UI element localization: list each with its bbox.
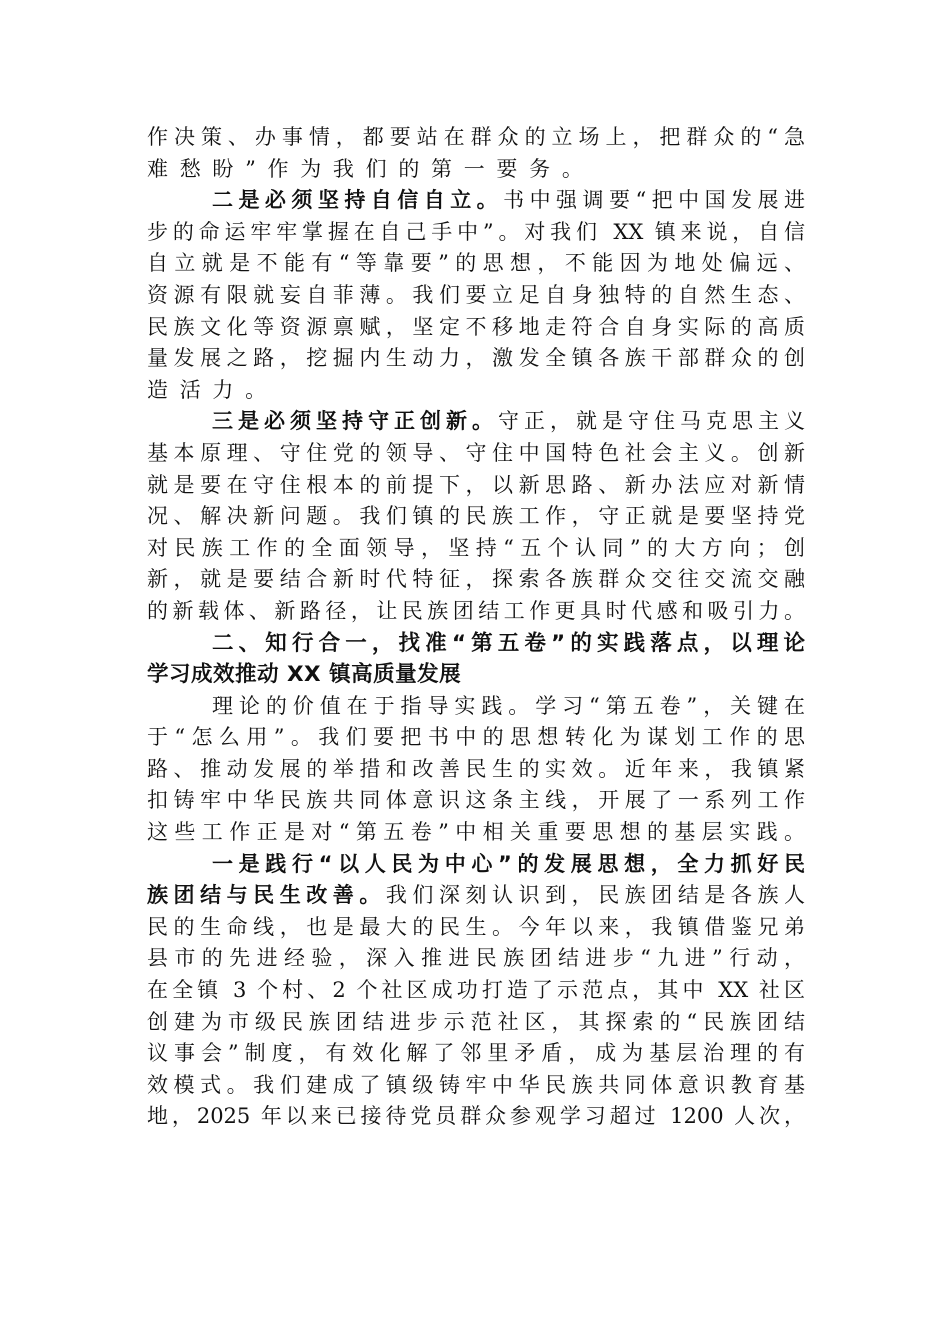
bold-lead: 二是必须坚持自信自立。 bbox=[212, 188, 504, 213]
text-line: 在全镇 3 个村、2 个社区成功打造了示范点，其中 XX 社区 bbox=[147, 978, 805, 1003]
text-line: 基本原理、守住党的领导、守住中国特色社会主义。创新 bbox=[147, 440, 805, 465]
heading-line: 二、知行合一，找准“第五卷”的实践落点，以理论 bbox=[212, 630, 805, 656]
text-line bbox=[147, 406, 805, 438]
text-line: 量发展之路，挖掘内生动力，激发全镇各族干部群众的创 bbox=[147, 346, 805, 371]
bold-lead-line: 一是践行“以人民为中心”的发展思想，全力抓好民 bbox=[212, 851, 805, 876]
lead-rest: 守正，就是守住马克思主义 bbox=[498, 409, 805, 434]
text-line: 理论的价值在于指导实践。学习“第五卷”，关键在 bbox=[212, 693, 805, 718]
text-line: 对民族工作的全面领导，坚持“五个认同”的大方向；创 bbox=[147, 535, 805, 560]
text-line bbox=[147, 185, 805, 217]
text-line: 民族文化等资源禀赋，坚定不移地走符合自身实际的高质 bbox=[147, 314, 805, 339]
text-line: 县市的先进经验，深入推进民族团结进步“九进”行动， bbox=[147, 946, 805, 971]
text-line: 民的生命线，也是最大的民生。今年以来，我镇借鉴兄弟 bbox=[147, 914, 805, 939]
text-line: 作决策、办事情，都要站在群众的立场上，把群众的“急 bbox=[147, 125, 805, 149]
bold-lead: 三是必须坚持守正创新。 bbox=[212, 409, 498, 434]
text-line: 步的命运牢牢掌握在自己手中”。对我们 XX 镇来说，自信 bbox=[147, 219, 805, 244]
text-line: 扣铸牢中华民族共同体意识这条主线，开展了一系列工作 bbox=[147, 788, 805, 813]
text-line: 于“怎么用”。我们要把书中的思想转化为谋划工作的思 bbox=[147, 725, 805, 750]
text-line: 新，就是要结合新时代特征，探索各族群众交往交流交融 bbox=[147, 567, 805, 592]
heading-line: 学习成效推动 XX 镇高质量发展 bbox=[147, 662, 462, 688]
paragraph-body bbox=[147, 691, 807, 849]
text-line: 创建为市级民族团结进步示范社区，其探索的“民族团结 bbox=[147, 1009, 805, 1034]
text-line: 造活力。 bbox=[147, 377, 278, 402]
text-line: 难愁盼”作为我们的第一要务。 bbox=[147, 156, 595, 181]
text-line: 就是要在守住根本的前提下，以新思路、新办法应对新情 bbox=[147, 472, 805, 497]
text-line: 这些工作正是对“第五卷”中相关重要思想的基层实践。 bbox=[147, 820, 805, 845]
paragraph-point-two bbox=[147, 185, 807, 406]
text-line: 自立就是不能有“等靠要”的思想，不能因为地处偏远、 bbox=[147, 251, 805, 276]
paragraph-point-three bbox=[147, 406, 807, 627]
text-line bbox=[147, 880, 805, 912]
text-line: 的新载体、新路径，让民族团结工作更具时代感和吸引力。 bbox=[147, 598, 805, 623]
text-line: 效模式。我们建成了镇级铸牢中华民族共同体意识教育基 bbox=[147, 1072, 805, 1097]
lead-rest: 我们深刻认识到，民族团结是各族人 bbox=[385, 883, 805, 908]
paragraph-continuation bbox=[147, 122, 807, 185]
lead-rest: 书中强调要“把中国发展进 bbox=[503, 188, 805, 213]
paragraph-point-one bbox=[147, 849, 807, 1133]
document-page bbox=[147, 122, 807, 1133]
text-line: 地，2025 年以来已接待党员群众参观学习超过 1200 人次， bbox=[147, 1104, 805, 1129]
text-line: 路、推动发展的举措和改善民生的实效。近年来，我镇紧 bbox=[147, 756, 805, 781]
text-line: 况、解决新问题。我们镇的民族工作，守正就是要坚持党 bbox=[147, 504, 805, 529]
text-line: 资源有限就妄自菲薄。我们要立足自身独特的自然生态、 bbox=[147, 282, 805, 307]
bold-lead: 族团结与民生改善。 bbox=[147, 883, 386, 908]
section-heading bbox=[147, 628, 807, 691]
text-line: 议事会”制度，有效化解了邻里矛盾，成为基层治理的有 bbox=[147, 1041, 805, 1066]
